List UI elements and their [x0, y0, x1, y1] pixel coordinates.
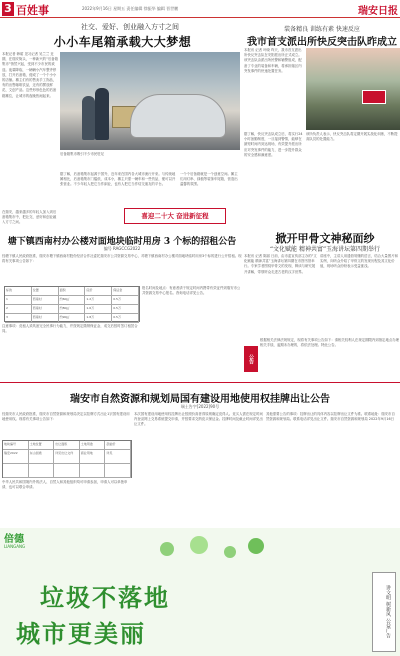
table-cell: 0.5万 [112, 305, 139, 313]
table-header-cell: 土地用途 [80, 441, 106, 449]
psa-side-label: 讲文明 树新风 公益广告 [372, 572, 396, 652]
table-cell: 3 [5, 314, 32, 322]
rental-notice-number: 编号 RAGCCG2022 [103, 246, 141, 251]
table-cell: 瑞安2022 [3, 450, 29, 463]
section-divider [0, 382, 400, 383]
table-cell: 详见 [105, 450, 131, 463]
rental-table [4, 286, 140, 322]
land-notice-rules: 本次国有建设用地使用权挂牌出让按照价高者得原则确定竞得人。竞买人需在规定时间内登录网上交易系统提交申请，并按要求交纳竞买保证金。挂牌时间及截止时间详见出让文件。 [134, 412, 263, 427]
table-cell: 西南村 [32, 314, 59, 322]
land-notice-eligibility: 中华人民共和国境内外的法人、自然人和其他组织均可申请参加，申请人可以单独申请，也可以联合申请。 [2, 480, 128, 490]
table-cell [54, 464, 80, 477]
article1-kicker: 社交、爱好、创业融入方寸之间 [81, 23, 179, 31]
table-cell [29, 464, 55, 477]
table-cell: 商业用地 [80, 450, 106, 463]
table-header-cell: 出让面积 [54, 441, 80, 449]
page-number: 3 [2, 2, 14, 16]
article2-photo [306, 48, 400, 130]
psa-slogan-line1: 垃圾不落地 [40, 583, 170, 612]
table-header-row [5, 287, 139, 296]
table-header-row [3, 441, 131, 450]
notice-tag: 公告 [244, 346, 258, 372]
table-cell: 约80㎡ [59, 305, 86, 313]
table-cell [105, 464, 131, 477]
rental-notice-registration: 报名时间及地点：有意者请于规定时间内携带有效证件到瑞安市公共资源交易中心报名。咨询电话详见公告。 [142, 286, 241, 296]
page-header [0, 0, 400, 18]
table-cell [3, 464, 29, 477]
article3-subheadline: “文化赋能 精神共富”玉海讲坛第四期举行 [269, 246, 381, 253]
table-header-cell: 面积 [59, 287, 86, 295]
photo-car [130, 94, 226, 138]
table-row [3, 464, 131, 478]
table-row [5, 314, 139, 323]
table-header-cell: 位置 [32, 287, 59, 295]
table-row [5, 305, 139, 314]
notice-text: 根据相关法律法规规定，现将有关事项公告如下：请相关权利人在规定期限内到指定地点办理相关手续，逾期未办理的，将依法处理。特此公告。 [260, 338, 400, 348]
decoration-dot [248, 538, 264, 554]
decoration-dot [160, 542, 174, 556]
masthead-logo: 瑞安日报 [358, 6, 398, 17]
article1-body-col4: 一个个后备箱就是一个创意空间。摊主们用灯串、绿植等装饰车尾箱，营造出温馨的氛围。 [180, 172, 238, 187]
photo-police-sign [362, 90, 386, 104]
date-line: 2022年9月16日 星期五 责任编辑 徐振华 编辑 晋世鹏 [82, 6, 179, 11]
article2-headline: 我市首支派出所快反突击队昨成立 [247, 37, 397, 48]
table-cell: 1.6万 [85, 305, 112, 313]
table-header-cell: 土地位置 [29, 441, 55, 449]
table-header-cell: 起始价 [105, 441, 131, 449]
rental-notice-intro: 经塘下镇人民政府批准，瑞安市塘下镇西南村股份经济合作社委托瑞安市公共资源交易中心，对塘下镇西南村办公楼对面地块临时用房3个标的进行公开招租。现将有关事项公告如下： [2, 254, 242, 264]
table-cell: 西南村 [32, 305, 59, 313]
land-notice-number: 瑞土告字[2022]90号 [180, 404, 220, 409]
psa-decoration [150, 532, 270, 568]
table-cell: 0.5万 [112, 296, 139, 304]
table-row [5, 296, 139, 305]
table-cell: 0.5万 [112, 314, 139, 322]
psa-slogan-line2: 城市更美丽 [16, 619, 146, 648]
article3-body-col2: 讲座中，主讲人用通俗易懂的语言，结合大量图片和实例，向听众介绍了甲骨文的发现历程及其文化价值，现场听众纷纷表示受益匪浅。 [320, 254, 398, 269]
table-cell: 详见出让文件 [54, 450, 80, 463]
table-cell: 约90㎡ [59, 314, 86, 322]
land-table [2, 440, 132, 478]
article2-body-col1: 本报讯 记者 叶晓 昨天，我市首支派出所快反突击队在安阳派出所正式成立。该突击队由派出所民警和辅警组成，配备了专业的装备和车辆，将承担辖区内突发事件的快速处置任务。 [244, 48, 302, 73]
photo-person [95, 88, 109, 140]
table-header-cell: 地块编号 [3, 441, 29, 449]
land-notice-contact: 其他需要公告的事项：挂牌出让的具体内容以挂牌出让文件为准。联系地址：瑞安市自然资源和规划局。联系电话详见出让文件。瑞安市自然资源和规划局 2022年9月16日 [266, 412, 395, 422]
article2-kicker: 装备精良 训练有素 快速反应 [284, 26, 360, 33]
table-cell: 西南村 [32, 296, 59, 304]
table-header-cell: 标的 [5, 287, 32, 295]
article3-body-col1: 本报讯 记者 陈丽 日前，由市委宣传部主办的“文化赋能 精神共富”玉海讲坛第四期在市图书馆举行。专家学者围绕甲骨文的发现、释读与研究展开讲解，带领听众走进古老的汉字世界。 [244, 254, 317, 274]
article1-photo [60, 52, 240, 150]
table-row [3, 450, 131, 464]
article1-body-col3: 据了解，后备箱集市起源于国外，近年来在国内各大城市流行开来。与传统地摊相比，后备箱集市门槛低、成本小，摊主只需一辆车和一些货品，便可以开张营业。不少年轻人把它当作副业，也有人把它当作结交朋友的平台。 [60, 172, 176, 187]
table-header-cell: 底价 [85, 287, 112, 295]
article1-body-col2: 在瑞安，越来越多的年轻人加入到后备箱集市中，把社交、爱好和创业融入方寸之间。 [2, 210, 57, 225]
article3-headline: 掀开甲骨文神秘面纱 [275, 232, 375, 245]
section-title: 百姓事 [16, 4, 49, 17]
land-notice-intro: 经瑞安市人民政府批准，瑞安市自然资源和规划局决定以挂牌方式出让1宗国有建设用地使用权。现将有关事项公告如下： [2, 412, 130, 422]
table-header-cell: 保证金 [112, 287, 139, 295]
rental-notice-headline: 塘下镇西南村办公楼对面地块临时用房 3 个标的招租公告 [7, 237, 237, 247]
table-cell: 约60㎡ [59, 296, 86, 304]
decoration-dot [190, 536, 208, 554]
article1-photo-caption: 后备箱集市吸引不少市民驻足 [60, 152, 105, 156]
land-notice-headline: 瑞安市自然资源和规划局国有建设用地使用权挂牌出让公告 [70, 394, 330, 405]
article1-body-col1: 本报记者 韩昭 见习记者 吴兰兰 近期，在瑞安街头，一种新兴的“后备箱集市”悄然兴起，受到不少市民的欢迎。夜幕降临，一辆辆小汽车整齐停放，打开后备箱，便成了一个个小小的店铺。摊主们有的售卖手工饰品，有的出售咖啡饮品，还有的摆放鲜花、文创产品。这些形形色色的后备箱摊位，让城市的夜晚热闹起来。 [2, 52, 58, 98]
table-cell: 2 [5, 305, 32, 313]
table-cell [80, 464, 106, 477]
article1-headline: 小小车尾箱承载大大梦想 [53, 35, 192, 49]
decoration-dot [224, 546, 236, 558]
table-cell: 1.2万 [85, 296, 112, 304]
rental-notice-terms: 注意事项：竞租人须具备完全民事行为能力，并按规定缴纳保证金，成交后按时签订租赁合同。 [2, 324, 138, 334]
psa-logo: 倍德 [4, 534, 24, 545]
festival-badge: 喜迎二十大 奋进新征程 [124, 208, 226, 224]
psa-banner [0, 528, 400, 656]
photo-person [82, 96, 95, 140]
article2-body-col2: 据了解，快反突击队成立后，将实行24小时备勤制度，一旦接到警情，能够在最短时间内到达现场，有效提升派出所应对突发事件的能力，进一步提升群众的安全感和满意度。 [244, 132, 303, 157]
table-cell: 东山街道 [29, 450, 55, 463]
table-cell: 1 [5, 296, 32, 304]
psa-logo-subtitle: LIANGANG [4, 544, 26, 549]
table-cell: 1.8万 [85, 314, 112, 322]
article2-body-col3: 该所负责人表示，快反突击队将定期开展实战化训练，不断提高队员的处置能力。 [306, 132, 398, 142]
